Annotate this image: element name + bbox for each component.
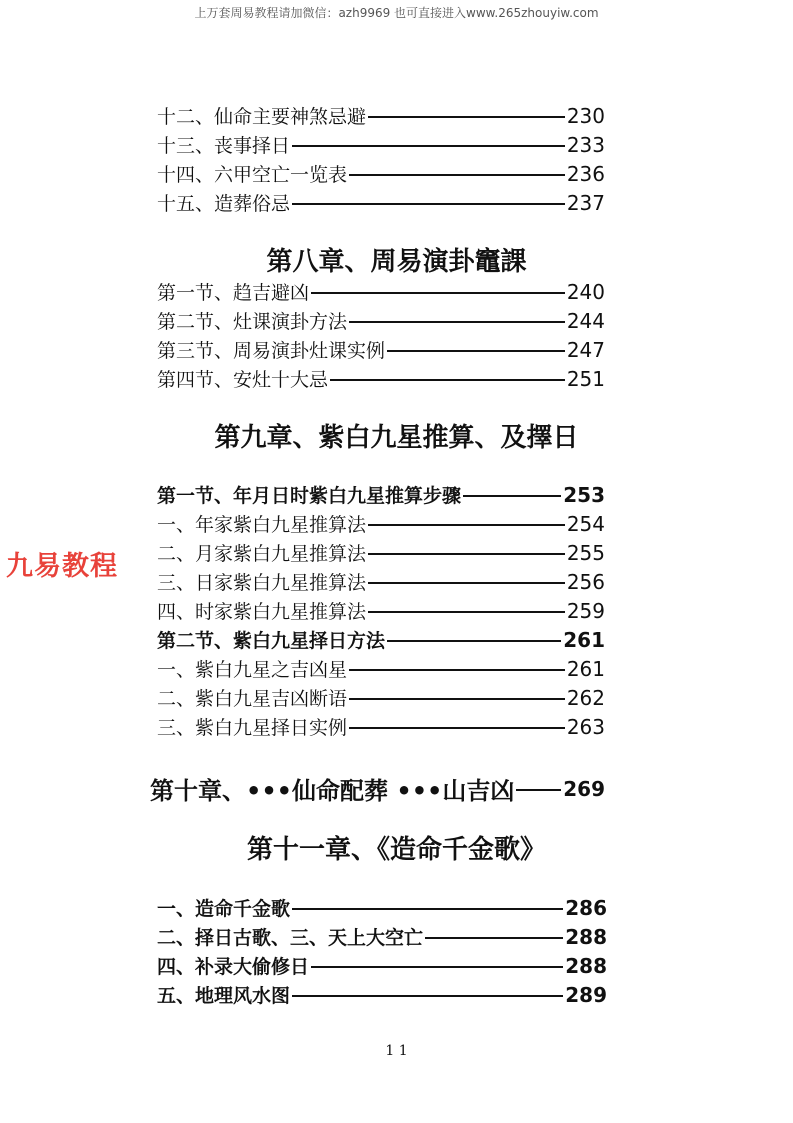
toc-entry-page: 240 bbox=[566, 279, 605, 304]
toc-entry[interactable] bbox=[157, 189, 605, 216]
toc-leader bbox=[368, 582, 565, 584]
top-watermark: 上万套周易教程请加微信：azh9969 也可直接进入www.265zhouyiw.com bbox=[194, 6, 599, 20]
toc-entry-title: 二、紫白九星吉凶断语 bbox=[157, 688, 348, 710]
toc-entry-title: 一、紫白九星之吉凶星 bbox=[157, 659, 348, 681]
toc-entry-title: 四、补录大偷修日 bbox=[157, 956, 310, 978]
toc-leader bbox=[349, 727, 565, 729]
chapter-heading: 第十一章、《造命千金歌》 bbox=[246, 835, 546, 865]
toc-entry[interactable] bbox=[157, 365, 605, 392]
toc-entry-page: 262 bbox=[566, 685, 605, 710]
toc-entry-page: 233 bbox=[566, 132, 605, 157]
toc-entry-page: 251 bbox=[566, 366, 605, 391]
toc-leader bbox=[368, 611, 565, 613]
toc-entry-title: 三、日家紫白九星推算法 bbox=[157, 572, 367, 594]
toc-entry-page: 289 bbox=[565, 982, 607, 1007]
toc-leader bbox=[368, 116, 565, 118]
toc-entry[interactable] bbox=[157, 307, 605, 334]
toc-leader bbox=[349, 321, 565, 323]
toc-entry-page: 286 bbox=[565, 895, 607, 920]
toc-leader bbox=[349, 669, 565, 671]
toc-entry-title: 一、年家紫白九星推算法 bbox=[157, 514, 367, 536]
toc-entry-title: 十三、丧事择日 bbox=[157, 135, 291, 157]
chapter-heading: 第八章、周易演卦竈課 bbox=[266, 247, 527, 277]
toc-entry-page: 237 bbox=[566, 190, 605, 215]
toc-entry-page: 247 bbox=[566, 337, 605, 362]
toc-entry-title: 第一节、趋吉避凶 bbox=[157, 282, 310, 304]
toc-entry-title: 第二节、紫白九星择日方法 bbox=[157, 630, 386, 652]
toc-leader bbox=[425, 937, 563, 939]
toc-leader bbox=[330, 379, 565, 381]
toc-leader bbox=[292, 203, 565, 205]
toc-entry[interactable] bbox=[157, 568, 605, 595]
toc-entry-page: 288 bbox=[565, 953, 607, 978]
toc-leader bbox=[292, 145, 565, 147]
toc-entry-title: 十四、六甲空亡一览表 bbox=[157, 164, 348, 186]
toc-entry-title: 三、紫白九星择日实例 bbox=[157, 717, 348, 739]
toc-leader bbox=[311, 966, 563, 968]
toc-leader bbox=[349, 698, 565, 700]
toc-entry-page: 269 bbox=[563, 776, 605, 801]
toc-entry-title: 十五、造葬俗忌 bbox=[157, 193, 291, 215]
toc-entry-title: 四、时家紫白九星推算法 bbox=[157, 601, 367, 623]
toc-entry[interactable] bbox=[157, 539, 605, 566]
toc-entry-page: 261 bbox=[566, 656, 605, 681]
toc-entry-title: 第三节、周易演卦灶课实例 bbox=[157, 340, 386, 362]
toc-entry-page: 263 bbox=[566, 714, 605, 739]
toc-leader bbox=[516, 789, 561, 791]
toc-leader bbox=[349, 174, 565, 176]
toc-entry[interactable] bbox=[157, 981, 607, 1008]
toc-entry[interactable] bbox=[157, 655, 605, 682]
page-number: 1 1 bbox=[385, 1043, 408, 1059]
toc-entry-title: 二、月家紫白九星推算法 bbox=[157, 543, 367, 565]
toc-entry[interactable] bbox=[157, 131, 605, 158]
toc-entry[interactable] bbox=[157, 597, 605, 624]
toc-entry-page: 230 bbox=[566, 103, 605, 128]
toc-entry-title: 第四节、安灶十大忌 bbox=[157, 369, 329, 391]
toc-chapter[interactable] bbox=[150, 771, 605, 806]
toc-section[interactable] bbox=[157, 481, 605, 508]
toc-entry-title: 十二、仙命主要神煞忌避 bbox=[157, 106, 367, 128]
toc-entry[interactable] bbox=[157, 894, 607, 921]
toc-entry-title: 第一节、年月日时紫白九星推算步骤 bbox=[157, 485, 462, 507]
toc-entry[interactable] bbox=[157, 102, 605, 129]
toc-entry-page: 256 bbox=[566, 569, 605, 594]
toc-entry-page: 253 bbox=[563, 482, 605, 507]
toc-entry[interactable] bbox=[157, 713, 605, 740]
toc-entry-title: 第二节、灶课演卦方法 bbox=[157, 311, 348, 333]
toc-entry[interactable] bbox=[157, 923, 607, 950]
toc-entry-title: 一、造命千金歌 bbox=[157, 898, 291, 920]
toc-entry[interactable] bbox=[157, 160, 605, 187]
toc-entry-title: 五、地理风水图 bbox=[157, 985, 291, 1007]
toc-entry[interactable] bbox=[157, 336, 605, 363]
toc-entry-page: 236 bbox=[566, 161, 605, 186]
toc-section[interactable] bbox=[157, 626, 605, 653]
toc-entry[interactable] bbox=[157, 510, 605, 537]
toc-entry[interactable] bbox=[157, 684, 605, 711]
toc-leader bbox=[463, 495, 561, 497]
toc-leader bbox=[292, 908, 563, 910]
chapter-heading: 第九章、紫白九星推算、及擇日 bbox=[214, 423, 579, 453]
toc-entry-page: 288 bbox=[565, 924, 607, 949]
toc-entry[interactable] bbox=[157, 952, 607, 979]
toc-leader bbox=[387, 350, 565, 352]
toc-leader bbox=[311, 292, 565, 294]
toc-entry-title: 二、择日古歌、三、天上大空亡 bbox=[157, 927, 424, 949]
toc-leader bbox=[368, 524, 565, 526]
toc-entry-page: 255 bbox=[566, 540, 605, 565]
toc-entry-page: 259 bbox=[566, 598, 605, 623]
toc-entry-title: 第十章、•••仙命配葬 •••山吉凶 bbox=[150, 777, 515, 805]
toc-entry[interactable] bbox=[157, 278, 605, 305]
toc-entry-page: 244 bbox=[566, 308, 605, 333]
toc-leader bbox=[368, 553, 565, 555]
side-watermark: 九易教程 bbox=[6, 551, 118, 582]
toc-leader bbox=[387, 640, 561, 642]
toc-leader bbox=[292, 995, 563, 997]
toc-entry-page: 261 bbox=[563, 627, 605, 652]
toc-entry-page: 254 bbox=[566, 511, 605, 536]
